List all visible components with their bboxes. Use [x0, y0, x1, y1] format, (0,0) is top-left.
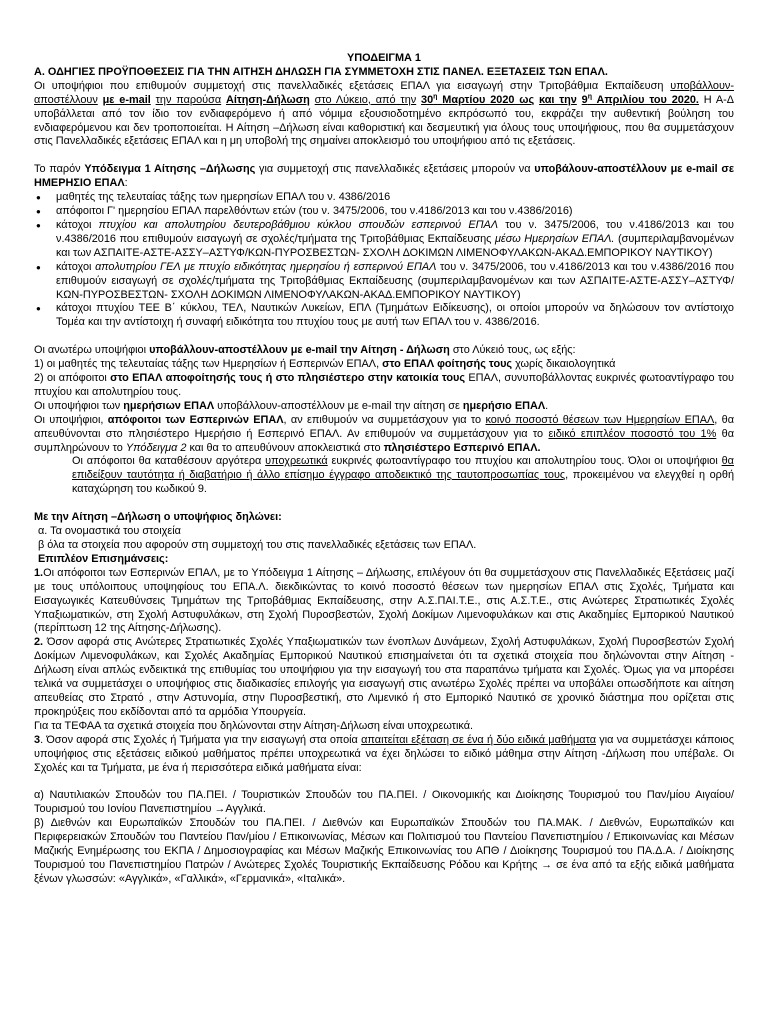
start-date: [421, 94, 534, 106]
point-underline: απαιτείται εξέταση σε ένα ή δύο ειδικά μαθήματα: [361, 733, 597, 746]
para-text: , προκειμένου να ελεγχθεί η ορθή καταχώρηση του κωδικού 9.: [72, 469, 734, 496]
extra-point-2-tefaa: Για τα ΤΕΦΑΑ τα σχετικά στοιχεία που δηλώνονται στην Αίτηση-Δήλωση είναι υποχρεωτικά.: [34, 719, 474, 732]
para-text: Οι υποψήφιοι των: [34, 399, 124, 412]
intro-underline: την παρούσα: [155, 93, 222, 106]
intro-paragraph: [34, 80, 734, 150]
intro-underline: υποβάλλουν-αποστέλλουν: [34, 79, 734, 106]
paragraph-eligibility: [34, 163, 734, 191]
para-text: Οι υποψήφιοι,: [34, 413, 108, 426]
para-bold: Υπόδειγμα 1 Αίτησης –Δήλωσης: [84, 163, 256, 176]
intro-bold: Αίτηση-Δήλωση: [225, 93, 310, 106]
para-bold: απόφοιτοι των Εσπερινών ΕΠΑΛ: [107, 413, 284, 426]
spacer: [34, 330, 734, 344]
para-text: στο Λύκειό τους, ως εξής:: [449, 344, 576, 357]
para-text: και θα το απευθύνουν αποκλειστικά στο: [186, 441, 384, 454]
item-italic: απολυτηρίου ΓΕΛ με πτυχίο ειδικότητας ημερησίου ή εσπερινού ΕΠΑΛ: [95, 260, 437, 273]
paragraph-submission: [34, 344, 734, 358]
para-text: , αν επιθυμούν να συμμετάσχουν για το: [283, 413, 486, 426]
extra-point-2: [34, 636, 734, 719]
spacer: [34, 149, 734, 163]
item-text: του ν. 3475/2006, του ν.4186/2013 και του ν.4386/2016 που επιθυμούν εισαγωγή σε σχολές/τμήματα της Τριτοβάθμιας Εκπαίδευσης (συμπεριλαμβανομένων και των ΑΣΠΑΙΤΕ-ΑΣΤΕ-ΑΣΣΥ–ΑΣΤΥΦ/ΚΩΝ-ΠΥΡΟΣΒΕΣΤΩΝ- ΣΧΟΛΗ ΔΟΚΙΜΩΝ ΛΙΜΕΝΟΦΥΛΑΚΩΝ-ΑΚΑΔ.ΕΜΠΟΡΙΚΟΥ ΝΑΥΤΙΚΟΥ): [56, 260, 734, 301]
para-text: , θα απευθύνονται στο πλησιέστερο Ημερήσιο ή Εσπερινό ΕΠΑΛ. Αν επιθυμούν να συμμετάσχουν για το: [34, 413, 735, 440]
submission-item-2: [34, 372, 734, 400]
para-bold: πλησιέστερο Εσπερινό ΕΠΑΛ.: [383, 441, 541, 454]
spacer: [34, 775, 734, 789]
declare-item-b: β όλα τα στοιχεία που αφορούν στη συμμετοχή του στις πανελλαδικές εξετάσεις των ΕΠΑΛ.: [38, 539, 477, 551]
intro-underline: στο Λύκειο, από την: [314, 93, 417, 106]
para-text: :: [124, 177, 128, 190]
list-item: [34, 261, 734, 303]
intro-bold: με e-mail: [102, 93, 151, 106]
schools-item-a: α) Ναυτιλιακών Σπουδών του ΠΑ.ΠΕΙ. / Τουριστικών Σπουδών του ΠΑ.ΠΕΙ. / Οικονομικής και Διοίκησης Τουρισμού του Παν/μίου Αιγαίου/Τουρισμού του Ιονίου Πανεπιστημίου →Αγγλικά.: [34, 789, 734, 816]
paragraph-graduates-docs: [34, 455, 734, 497]
point-text: . Όσον αφορά στις Σχολές ή Τμήματα για την εισαγωγή στα οποία: [40, 733, 362, 746]
list-item: ● απόφοιτοι Γ' ημερησίου ΕΠΑΛ παρελθόντων ετών (του ν. 3475/2006, του ν.4186/2013 και του ν.4386/2016): [34, 205, 734, 219]
end-month: Απριλίου του 2020.: [596, 93, 699, 106]
para-underline: υποχρεωτικά: [265, 455, 328, 468]
para-bold: ημερήσιων ΕΠΑΛ: [123, 399, 215, 412]
point-number: 3: [34, 733, 41, 746]
intro-underline: και την: [538, 93, 577, 106]
item-text: κάτοχοι: [56, 260, 96, 273]
paragraph-day-epal: [34, 400, 734, 414]
list-item: ● μαθητές της τελευταίας τάξης των ημερησίων ΕΠΑΛ του ν. 4386/2016: [34, 191, 734, 205]
item-italic: πτυχίου και απολυτηρίου δευτεροβάθμιου κύκλου σπουδών εσπερινού ΕΠΑΛ: [98, 218, 499, 231]
extra-point-3: [34, 734, 734, 776]
eligibility-list: [34, 191, 734, 330]
para-italic: Υπόδειγμα 2: [125, 441, 187, 454]
para-text: για συμμετοχή στις πανελλαδικές εξετάσεις μπορούν να: [255, 163, 535, 176]
declare-item-a: α. Τα ονομαστικά του στοιχεία: [38, 525, 181, 538]
start-month: Μαρτίου 2020 ως: [442, 93, 535, 106]
end-date: [582, 94, 699, 106]
submission-item-1: [34, 358, 734, 372]
declare-heading: Με την Αίτηση –Δήλωση ο υποψήφιος δηλώνει:: [34, 511, 282, 524]
para-bold: υποβάλουν-αποστέλλουν με e-mail σε ΗΜΕΡΗΣΙΟ ΕΠΑΛ: [34, 163, 735, 190]
para-text: 1) οι μαθητές της τελευταίας τάξης των Ημερησίων ή Εσπερινών ΕΠΑΛ,: [34, 358, 383, 371]
point-number: 1.: [34, 566, 44, 579]
para-text: Το παρόν: [34, 163, 85, 176]
end-day: 9: [581, 93, 588, 106]
point-text: για να συμμετάσχει κάποιος υποψήφιος στις εξετάσεις ειδικού μαθήματος πρέπει υποχρεωτικά να έχει δηλώσει το ειδικό μάθημα στην Αίτηση -Δήλωση που υπέβαλε. Οι Σχολές και τα Τμήματα, με ένα ή περισσότερα ειδικά μαθήματα είναι:: [34, 733, 734, 774]
list-item: ● κάτοχοι πτυχίου ΤΕΕ Β΄ κύκλου, ΤΕΛ, Ναυτικών Λυκείων, ΕΠΛ (Τμημάτων Ειδίκευσης), οι οποίοι μπορούν να δηλώσουν τον αντίστοιχο Τομέα και την αντίστοιχη ή συναφή ειδικότητα του πτυχίου τους με αυτή των ΕΠΑΛ του ν. 4386/2016.: [34, 302, 734, 330]
ordinal-sup: η: [433, 93, 438, 101]
para-bold: στο ΕΠΑΛ φοίτησής τους: [382, 358, 513, 371]
start-day: 30: [421, 93, 434, 106]
para-text: ευκρινές φωτοαντίγραφο του πτυχίου και απολυτηρίου τους. Όλοι οι υποψήφιοι: [327, 455, 722, 468]
point-number: 2.: [34, 636, 44, 649]
intro-text: Η Α-Δ υποβάλλεται από τον ίδιο τον ενδιαφερόμενο ή από νόμιμα εξουσιοδοτημένο εκπρόσωπό του, εκφράζει την αυθεντική βούληση του ενδιαφερόμενου και δεν τροποποιείται. Η Αίτηση –Δήλωση είναι καθοριστική και δεσμευτική για όλους τους υποψήφιους, που θα συμμετάσχουν στις Πανελλαδικές εξετάσεις ΕΠΑΛ και η μη υποβολή της σημαίνει αποκλεισμό του υποψήφιου από τις εξετάσεις.: [34, 93, 735, 148]
para-text: .: [545, 399, 549, 412]
para-bold: ημερήσιο ΕΠΑΛ: [462, 399, 546, 412]
para-text: υποβάλλουν-αποστέλλουν με e-mail την αίτηση σε: [214, 399, 463, 412]
point-text: Όσον αφορά στις Ανώτερες Στρατιωτικές Σχολές Υπαξιωματικών των ένοπλων Δυνάμεων, Σχολή Αστυφυλάκων, Σχολή Πυροσβεστών Σχολή Δοκίμων Λιμενοφυλάκων, και Σχολές Ακαδημίας Εμπορικού Ναυτικού επισημαίνεται ότι τα σχετικά στοιχεία που δηλώνονται στην Αίτηση - Δήλωση είναι απλώς ενδεικτικά της επιθυμίας του υποψήφιου για την εισαγωγή του στα παραπάνω τμήματα και Σχολές. Όμως για να μπορέσει τελικά να συμμετάσχει ο υποψήφιος στις διαδικασίες επιλογής για εισαγωγή στις ανωτέρω Σχολές πρέπει να υποβάλει οπωσδήποτε και αίτηση απευθείας στο Στρατό , στην Αστυνομία, στην Πυροσβεστική, στο Λιμενικό ή στο Εμπορικό Ναυτικό σε χρονικό διάστημα που ορίζεται στις προκηρύξεις που εκδίδονται από τα αρμόδια Υπουργεία.: [34, 636, 734, 718]
para-bold: υποβάλλουν-αποστέλλουν με e-mail την Αίτηση - Δήλωση: [149, 344, 450, 357]
para-text: ΕΠΑΛ, συνυποβάλλοντας ευκρινές φωτοαντίγραφο του πτυχίου και απολυτηρίου τους.: [34, 372, 734, 398]
item-text: του ν. 3475/2006, του ν.4186/2013 και του ν.4386/2016 που επιθυμούν εισαγωγή σε σχολές/τμήματα της Τριτοβάθμιας Εκπαίδευσης: [56, 218, 734, 245]
para-text: 2) οι απόφοιτοι: [34, 372, 111, 385]
item-italic: μέσω Ημερησίων ΕΠΑΛ.: [494, 232, 615, 245]
item-text: κάτοχοι: [56, 218, 99, 231]
section-a-heading: Α. ΟΔΗΓΙΕΣ ΠΡΟΫΠΟΘΕΣΕΙΣ ΓΙΑ ΤΗΝ ΑΙΤΗΣΗ ΔΗΛΩΣΗ ΓΙΑ ΣΥΜΜΕΤΟΧΗ ΣΤΙΣ ΠΑΝΕΛ. ΕΞΕΤΑΣΕΙΣ ΤΩΝ ΕΠΑΛ.: [34, 65, 608, 78]
spacer: [34, 497, 734, 511]
para-underline: θα επιδείξουν ταυτότητα ή διαβατήριο ή άλλο επίσημο έγγραφο αποδεικτικό της ταυτοπροσωπίας τους: [72, 455, 734, 482]
item-text: (συμπεριλαμβανομένων και των ΑΣΠΑΙΤΕ-ΑΣΤΕ-ΑΣΣΥ–ΑΣΤΥΦ/ΚΩΝ-ΠΥΡΟΣΒΕΣΤΩΝ- ΣΧΟΛΗ ΔΟΚΙΜΩΝ ΛΙΜΕΝΟΦΥΛΑΚΩΝ-ΑΚΑΔ.ΕΜΠΟΡΙΚΟΥ ΝΑΥΤΙΚΟΥ): [56, 232, 734, 259]
para-text: θα συμπληρώνουν το: [34, 427, 734, 454]
paragraph-evening-epal: [34, 414, 734, 456]
para-text: Οι απόφοιτοι θα καταθέσουν αργότερα: [72, 455, 266, 468]
ordinal-sup: η: [587, 93, 593, 101]
para-text: Οι ανωτέρω υποψήφιοι: [34, 344, 150, 357]
para-bold: στο ΕΠΑΛ αποφοίτησής τους ή στο πλησιέστερο στην κατοικία τους: [110, 372, 466, 385]
point-text: Οι απόφοιτοι των Εσπερινών ΕΠΑΛ, με το Υπόδειγμα 1 Αίτησης – Δήλωσης, επιλέγουν ότι θα συμμετάσχουν στις Πανελλαδικές Εξετάσεις μαζί με τους υπόλοιπους υποψηφίους του ΕΠΑ.Λ. διεκδικώντας το κοινό ποσοστό θέσεων των ημερησίων ΕΠΑΛ στις Σχολές, Τμήματα και Εισαγωγικές Κατευθύνσεις Τμημάτων της Τριτοβάθμιας Εκπαίδευσης, στην Α.Σ.ΠΑΙ.Τ.Ε., στις Α.Σ.Τ.Ε., στις Ανώτερες Στρατιωτικές Σχολές Υπαξιωματικών, στη Σχολή Αστυφυλάκων, στη Σχολή Πυροσβεστών, Σχολή Δοκίμων Λιμενοφυλάκων και στις Ακαδημίες Εμπορικού Ναυτικού (περίπτωση 12 της Αίτησης-Δήλωσης).: [34, 566, 734, 635]
schools-item-b: β) Διεθνών και Ευρωπαϊκών Σπουδών του ΠΑ.ΠΕΙ. / Διεθνών και Ευρωπαϊκών Σπουδών του ΠΑ.ΜΑΚ. / Διεθνών, Ευρωπαϊκών και Περιφερειακών Σπουδών του Παντείου Παν/μίου / Επικοινωνίας, Μέσων και Πολιτισμού του Παντείου Πανεπιστημίου / Επικοινωνίας και Μέσων Μαζικής Ενημέρωσης του ΕΚΠΑ / Δημοσιογραφίας και Μέσων Μαζικής Επικοινωνίας του ΑΠΘ / Διοίκησης Τουρισμού του ΠΑ.Δ.Α. / Διοίκησης Τουρισμού του Πανεπιστημίου Πατρών / Ανώτερες Σχολές Τουριστικής Εκπαίδευσης Ρόδου και Κρήτης → σε ένα από τα εξής ειδικά μαθήματα ξένων γλωσσών: «Αγγλικά», «Γαλλικά», «Γερμανικά», «Ιταλικά».: [34, 817, 734, 885]
para-underline: κοινό ποσοστό θέσεων των Ημερησίων ΕΠΑΛ: [485, 413, 715, 426]
intro-text: Οι υποψήφιοι που επιθυμούν συμμετοχή στις πανελλαδικές εξετάσεις ΕΠΑΛ για εισαγωγή στην Τριτοβάθμια Εκπαίδευση: [34, 79, 671, 92]
para-underline: ειδικό επιπλέον ποσοστό του 1%: [548, 427, 717, 440]
extra-heading: Επιπλέον Επισημάνσεις:: [38, 552, 169, 565]
extra-point-1: [34, 567, 734, 637]
document-title: ΥΠΟΔΕΙΓΜΑ 1: [347, 52, 421, 64]
list-item: [34, 219, 734, 261]
para-text: χωρίς δικαιολογητικά: [512, 358, 616, 371]
